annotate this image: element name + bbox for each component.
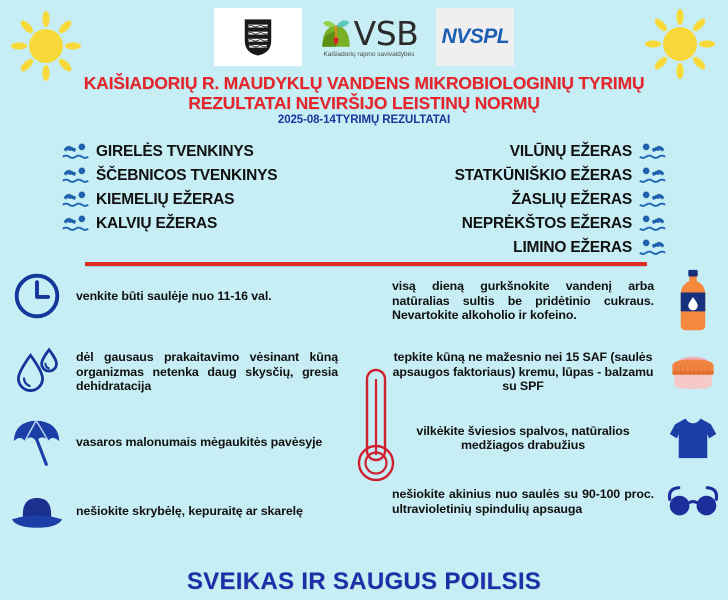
logo-row — [0, 6, 728, 68]
list-item — [62, 212, 277, 235]
water-body-name: NEPRĖKŠTOS EŽERAS — [461, 214, 632, 232]
water-body-name: LIMINO EŽERAS — [513, 238, 632, 256]
list-item — [392, 416, 722, 461]
list-item — [392, 268, 722, 334]
list-item — [455, 164, 666, 187]
tshirt-icon — [664, 416, 722, 461]
water-bodies-left-list — [62, 140, 277, 235]
nvspl-logo — [436, 8, 514, 66]
water-body-name: GIRELĖS TVENKINYS — [96, 142, 254, 160]
vsb-tree-icon — [320, 16, 352, 50]
water-body-name: ŽASLIŲ EŽERAS — [511, 190, 632, 208]
page-title-line1: KAIŠIADORIŲ R. MAUDYKLŲ VANDENS MIKROBIOLOGINIŲ TYRIMŲ — [83, 73, 645, 93]
beach-umbrella-icon — [8, 416, 66, 468]
advice-text: vilkėkite šviesios spalvos, natūralios medžiagos drabužius — [416, 423, 630, 453]
footer-text: SVEIKAS IR SAUGUS POILSIS — [186, 568, 542, 595]
list-item — [392, 485, 722, 519]
list-item — [8, 416, 338, 468]
list-item — [513, 236, 666, 259]
nvspl-logo-text: NVSPL — [441, 25, 510, 48]
list-item — [8, 346, 338, 398]
water-bottle-icon — [664, 268, 722, 334]
page-title-line2: REZULTATAI NEVIRŠIJO LEISTINŲ NORMŲ — [188, 93, 540, 114]
list-item — [392, 350, 722, 394]
page-title — [0, 73, 728, 113]
list-item — [462, 212, 666, 235]
coat-of-arms-icon — [214, 8, 302, 66]
list-item — [511, 188, 666, 211]
list-item — [62, 188, 277, 211]
water-body-name: KIEMELIŲ EŽERAS — [96, 190, 235, 208]
water-bodies-right-list — [455, 140, 666, 259]
water-body-name: VILŪNŲ EŽERAS — [509, 142, 632, 160]
water-body-name: KALVIŲ EŽERAS — [96, 214, 218, 232]
advice-text: dėl gausaus prakaitavimo vėsinant kūną organizmas netenka daug skysčių, gresia dehidratacija — [76, 350, 338, 394]
swimmer-icon — [639, 189, 666, 211]
list-item — [8, 272, 338, 320]
advice-list-right — [392, 268, 722, 525]
swimmer-icon — [62, 189, 89, 211]
page-subtitle: 2025-08-14TYRIMŲ REZULTATAI — [277, 114, 451, 126]
list-item — [62, 164, 277, 187]
advice-text: visą dieną gurkšnokite vandenį arba natūralias sultis be pridėtinio cukraus. Nevartokite alkoholio ir kofeino. — [392, 279, 654, 323]
swimmer-icon — [639, 237, 666, 259]
swimmer-icon — [62, 141, 89, 163]
vsb-logo-subtitle: Kaišiadorių rajono savivaldybės — [323, 51, 415, 58]
list-item — [8, 490, 338, 532]
advice-list-left — [8, 272, 338, 538]
advice-text: nešiokite skrybėlę, kepuraitę ar skarelę — [76, 503, 303, 518]
swimmer-icon — [62, 165, 89, 187]
water-body-name: STATKŪNIŠKIO EŽERAS — [454, 166, 632, 184]
swimmer-icon — [639, 141, 666, 163]
sun-hat-icon — [8, 490, 66, 532]
advice-text: nešiokite akinius nuo saulės su 90-100 proc. ultravioletinių spindulių apsauga — [392, 487, 654, 516]
swimmer-icon — [639, 213, 666, 235]
swimmer-icon — [639, 165, 666, 187]
advice-text: tepkite kūną ne mažesnio nei 15 SAF (saulės apsaugos faktoriaus) kremu, lūpas - balzamu su SPF — [392, 350, 654, 394]
advice-text: venkite būti saulėje nuo 11-16 val. — [76, 288, 272, 303]
sunscreen-jar-icon — [664, 351, 722, 393]
swimmer-icon — [62, 213, 89, 235]
clock-icon — [8, 272, 66, 320]
list-item — [62, 140, 277, 163]
red-divider — [85, 262, 647, 266]
list-item — [510, 140, 666, 163]
vsb-logo — [320, 8, 419, 66]
advice-text: vasaros malonumais mėgaukitės pavėsyje — [76, 434, 323, 449]
vsb-logo-text: VSB — [353, 13, 419, 53]
water-body-name: ŠČEBNICOS TVENKINYS — [96, 166, 278, 184]
water-drop-icon — [8, 346, 66, 398]
sunglasses-icon — [664, 485, 722, 519]
